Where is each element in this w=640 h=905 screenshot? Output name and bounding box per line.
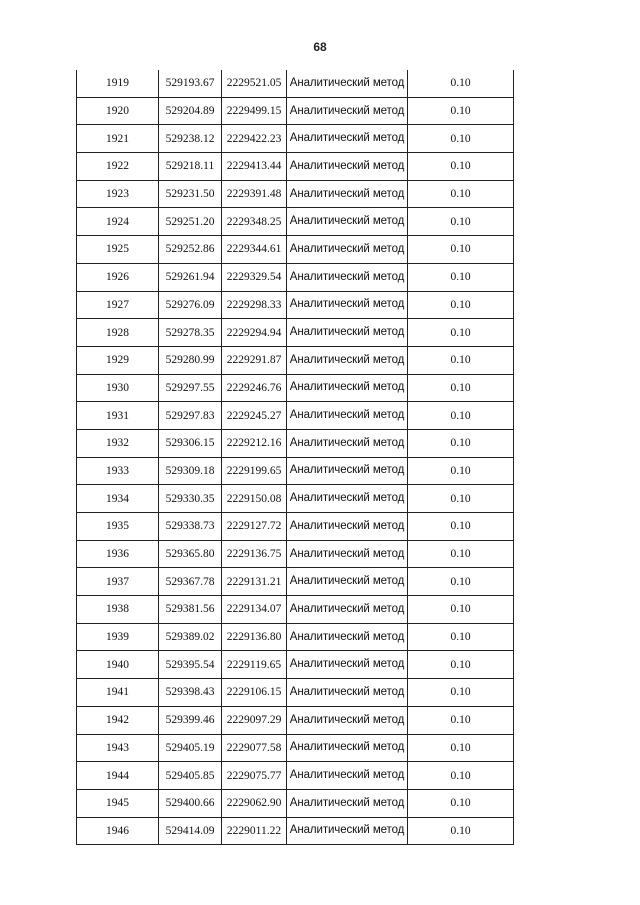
method-cell: Аналитический метод bbox=[287, 236, 408, 264]
point-number-cell: 1919 bbox=[77, 70, 159, 97]
x-coordinate-cell: 529252.86 bbox=[159, 236, 222, 264]
x-coordinate-cell: 529405.85 bbox=[159, 762, 222, 790]
method-cell: Аналитический метод bbox=[287, 734, 408, 762]
method-cell: Аналитический метод bbox=[287, 208, 408, 236]
x-coordinate-cell: 529280.99 bbox=[159, 346, 222, 374]
method-cell: Аналитический метод bbox=[287, 291, 408, 319]
y-coordinate-cell: 2229134.07 bbox=[222, 596, 287, 624]
method-cell: Аналитический метод bbox=[287, 679, 408, 707]
method-cell: Аналитический метод bbox=[287, 180, 408, 208]
accuracy-cell: 0.10 bbox=[408, 734, 514, 762]
coordinates-table bbox=[76, 70, 514, 845]
table-row bbox=[77, 568, 514, 596]
table-row bbox=[77, 513, 514, 541]
point-number-cell: 1944 bbox=[77, 762, 159, 790]
table-row bbox=[77, 125, 514, 153]
y-coordinate-cell: 2229391.48 bbox=[222, 180, 287, 208]
point-number-cell: 1929 bbox=[77, 346, 159, 374]
point-number-cell: 1923 bbox=[77, 180, 159, 208]
method-cell: Аналитический метод bbox=[287, 319, 408, 347]
accuracy-cell: 0.10 bbox=[408, 319, 514, 347]
point-number-cell: 1938 bbox=[77, 596, 159, 624]
method-cell: Аналитический метод bbox=[287, 651, 408, 679]
accuracy-cell: 0.10 bbox=[408, 568, 514, 596]
x-coordinate-cell: 529306.15 bbox=[159, 429, 222, 457]
y-coordinate-cell: 2229077.58 bbox=[222, 734, 287, 762]
accuracy-cell: 0.10 bbox=[408, 346, 514, 374]
y-coordinate-cell: 2229294.94 bbox=[222, 319, 287, 347]
x-coordinate-cell: 529238.12 bbox=[159, 125, 222, 153]
accuracy-cell: 0.10 bbox=[408, 374, 514, 402]
point-number-cell: 1922 bbox=[77, 153, 159, 181]
accuracy-cell: 0.10 bbox=[408, 706, 514, 734]
y-coordinate-cell: 2229413.44 bbox=[222, 153, 287, 181]
accuracy-cell: 0.10 bbox=[408, 457, 514, 485]
point-number-cell: 1924 bbox=[77, 208, 159, 236]
y-coordinate-cell: 2229422.23 bbox=[222, 125, 287, 153]
accuracy-cell: 0.10 bbox=[408, 97, 514, 125]
x-coordinate-cell: 529405.19 bbox=[159, 734, 222, 762]
x-coordinate-cell: 529367.78 bbox=[159, 568, 222, 596]
table-row bbox=[77, 457, 514, 485]
method-cell: Аналитический метод bbox=[287, 513, 408, 541]
accuracy-cell: 0.10 bbox=[408, 429, 514, 457]
method-cell: Аналитический метод bbox=[287, 346, 408, 374]
table-row bbox=[77, 706, 514, 734]
x-coordinate-cell: 529218.11 bbox=[159, 153, 222, 181]
x-coordinate-cell: 529399.46 bbox=[159, 706, 222, 734]
accuracy-cell: 0.10 bbox=[408, 513, 514, 541]
table-row bbox=[77, 374, 514, 402]
table-row bbox=[77, 623, 514, 651]
accuracy-cell: 0.10 bbox=[408, 485, 514, 513]
point-number-cell: 1940 bbox=[77, 651, 159, 679]
point-number-cell: 1946 bbox=[77, 817, 159, 845]
method-cell: Аналитический метод bbox=[287, 429, 408, 457]
point-number-cell: 1941 bbox=[77, 679, 159, 707]
method-cell: Аналитический метод bbox=[287, 153, 408, 181]
x-coordinate-cell: 529338.73 bbox=[159, 513, 222, 541]
coordinates-table-body bbox=[77, 70, 514, 845]
y-coordinate-cell: 2229097.29 bbox=[222, 706, 287, 734]
y-coordinate-cell: 2229136.75 bbox=[222, 540, 287, 568]
point-number-cell: 1937 bbox=[77, 568, 159, 596]
point-number-cell: 1936 bbox=[77, 540, 159, 568]
x-coordinate-cell: 529193.67 bbox=[159, 70, 222, 97]
table-row bbox=[77, 679, 514, 707]
y-coordinate-cell: 2229136.80 bbox=[222, 623, 287, 651]
x-coordinate-cell: 529330.35 bbox=[159, 485, 222, 513]
table-row bbox=[77, 485, 514, 513]
method-cell: Аналитический метод bbox=[287, 485, 408, 513]
y-coordinate-cell: 2229119.65 bbox=[222, 651, 287, 679]
point-number-cell: 1934 bbox=[77, 485, 159, 513]
point-number-cell: 1935 bbox=[77, 513, 159, 541]
accuracy-cell: 0.10 bbox=[408, 263, 514, 291]
method-cell: Аналитический метод bbox=[287, 596, 408, 624]
x-coordinate-cell: 529278.35 bbox=[159, 319, 222, 347]
x-coordinate-cell: 529276.09 bbox=[159, 291, 222, 319]
method-cell: Аналитический метод bbox=[287, 402, 408, 430]
method-cell: Аналитический метод bbox=[287, 97, 408, 125]
method-cell: Аналитический метод bbox=[287, 817, 408, 845]
x-coordinate-cell: 529261.94 bbox=[159, 263, 222, 291]
table-row bbox=[77, 402, 514, 430]
table-row bbox=[77, 97, 514, 125]
table-row bbox=[77, 651, 514, 679]
method-cell: Аналитический метод bbox=[287, 70, 408, 97]
point-number-cell: 1931 bbox=[77, 402, 159, 430]
method-cell: Аналитический метод bbox=[287, 706, 408, 734]
point-number-cell: 1945 bbox=[77, 789, 159, 817]
y-coordinate-cell: 2229348.25 bbox=[222, 208, 287, 236]
x-coordinate-cell: 529365.80 bbox=[159, 540, 222, 568]
point-number-cell: 1928 bbox=[77, 319, 159, 347]
x-coordinate-cell: 529309.18 bbox=[159, 457, 222, 485]
x-coordinate-cell: 529297.55 bbox=[159, 374, 222, 402]
table-row bbox=[77, 540, 514, 568]
point-number-cell: 1942 bbox=[77, 706, 159, 734]
point-number-cell: 1920 bbox=[77, 97, 159, 125]
method-cell: Аналитический метод bbox=[287, 789, 408, 817]
y-coordinate-cell: 2229212.16 bbox=[222, 429, 287, 457]
accuracy-cell: 0.10 bbox=[408, 679, 514, 707]
method-cell: Аналитический метод bbox=[287, 263, 408, 291]
table-row bbox=[77, 263, 514, 291]
y-coordinate-cell: 2229011.22 bbox=[222, 817, 287, 845]
y-coordinate-cell: 2229329.54 bbox=[222, 263, 287, 291]
y-coordinate-cell: 2229106.15 bbox=[222, 679, 287, 707]
x-coordinate-cell: 529395.54 bbox=[159, 651, 222, 679]
x-coordinate-cell: 529381.56 bbox=[159, 596, 222, 624]
accuracy-cell: 0.10 bbox=[408, 651, 514, 679]
x-coordinate-cell: 529398.43 bbox=[159, 679, 222, 707]
method-cell: Аналитический метод bbox=[287, 762, 408, 790]
table-row bbox=[77, 734, 514, 762]
accuracy-cell: 0.10 bbox=[408, 291, 514, 319]
y-coordinate-cell: 2229344.61 bbox=[222, 236, 287, 264]
point-number-cell: 1925 bbox=[77, 236, 159, 264]
x-coordinate-cell: 529204.89 bbox=[159, 97, 222, 125]
accuracy-cell: 0.10 bbox=[408, 180, 514, 208]
accuracy-cell: 0.10 bbox=[408, 540, 514, 568]
x-coordinate-cell: 529231.50 bbox=[159, 180, 222, 208]
y-coordinate-cell: 2229150.08 bbox=[222, 485, 287, 513]
y-coordinate-cell: 2229127.72 bbox=[222, 513, 287, 541]
accuracy-cell: 0.10 bbox=[408, 208, 514, 236]
accuracy-cell: 0.10 bbox=[408, 596, 514, 624]
y-coordinate-cell: 2229062.90 bbox=[222, 789, 287, 817]
method-cell: Аналитический метод bbox=[287, 540, 408, 568]
x-coordinate-cell: 529251.20 bbox=[159, 208, 222, 236]
point-number-cell: 1943 bbox=[77, 734, 159, 762]
accuracy-cell: 0.10 bbox=[408, 125, 514, 153]
x-coordinate-cell: 529414.09 bbox=[159, 817, 222, 845]
method-cell: Аналитический метод bbox=[287, 568, 408, 596]
table-row bbox=[77, 153, 514, 181]
x-coordinate-cell: 529400.66 bbox=[159, 789, 222, 817]
point-number-cell: 1927 bbox=[77, 291, 159, 319]
y-coordinate-cell: 2229521.05 bbox=[222, 70, 287, 97]
y-coordinate-cell: 2229291.87 bbox=[222, 346, 287, 374]
x-coordinate-cell: 529297.83 bbox=[159, 402, 222, 430]
accuracy-cell: 0.10 bbox=[408, 153, 514, 181]
accuracy-cell: 0.10 bbox=[408, 789, 514, 817]
point-number-cell: 1933 bbox=[77, 457, 159, 485]
accuracy-cell: 0.10 bbox=[408, 402, 514, 430]
y-coordinate-cell: 2229075.77 bbox=[222, 762, 287, 790]
point-number-cell: 1921 bbox=[77, 125, 159, 153]
point-number-cell: 1926 bbox=[77, 263, 159, 291]
table-row bbox=[77, 291, 514, 319]
method-cell: Аналитический метод bbox=[287, 125, 408, 153]
y-coordinate-cell: 2229499.15 bbox=[222, 97, 287, 125]
table-row bbox=[77, 236, 514, 264]
table-row bbox=[77, 762, 514, 790]
accuracy-cell: 0.10 bbox=[408, 623, 514, 651]
table-row bbox=[77, 429, 514, 457]
y-coordinate-cell: 2229131.21 bbox=[222, 568, 287, 596]
y-coordinate-cell: 2229246.76 bbox=[222, 374, 287, 402]
method-cell: Аналитический метод bbox=[287, 457, 408, 485]
y-coordinate-cell: 2229298.33 bbox=[222, 291, 287, 319]
table-row bbox=[77, 789, 514, 817]
table-row bbox=[77, 180, 514, 208]
table-row bbox=[77, 596, 514, 624]
accuracy-cell: 0.10 bbox=[408, 236, 514, 264]
x-coordinate-cell: 529389.02 bbox=[159, 623, 222, 651]
accuracy-cell: 0.10 bbox=[408, 762, 514, 790]
method-cell: Аналитический метод bbox=[287, 623, 408, 651]
accuracy-cell: 0.10 bbox=[408, 70, 514, 97]
page-number: 68 bbox=[313, 40, 327, 54]
point-number-cell: 1939 bbox=[77, 623, 159, 651]
table-row bbox=[77, 346, 514, 374]
table-row bbox=[77, 208, 514, 236]
table-row bbox=[77, 817, 514, 845]
accuracy-cell: 0.10 bbox=[408, 817, 514, 845]
table-row bbox=[77, 319, 514, 347]
method-cell: Аналитический метод bbox=[287, 374, 408, 402]
point-number-cell: 1930 bbox=[77, 374, 159, 402]
table-row bbox=[77, 70, 514, 97]
y-coordinate-cell: 2229199.65 bbox=[222, 457, 287, 485]
y-coordinate-cell: 2229245.27 bbox=[222, 402, 287, 430]
point-number-cell: 1932 bbox=[77, 429, 159, 457]
